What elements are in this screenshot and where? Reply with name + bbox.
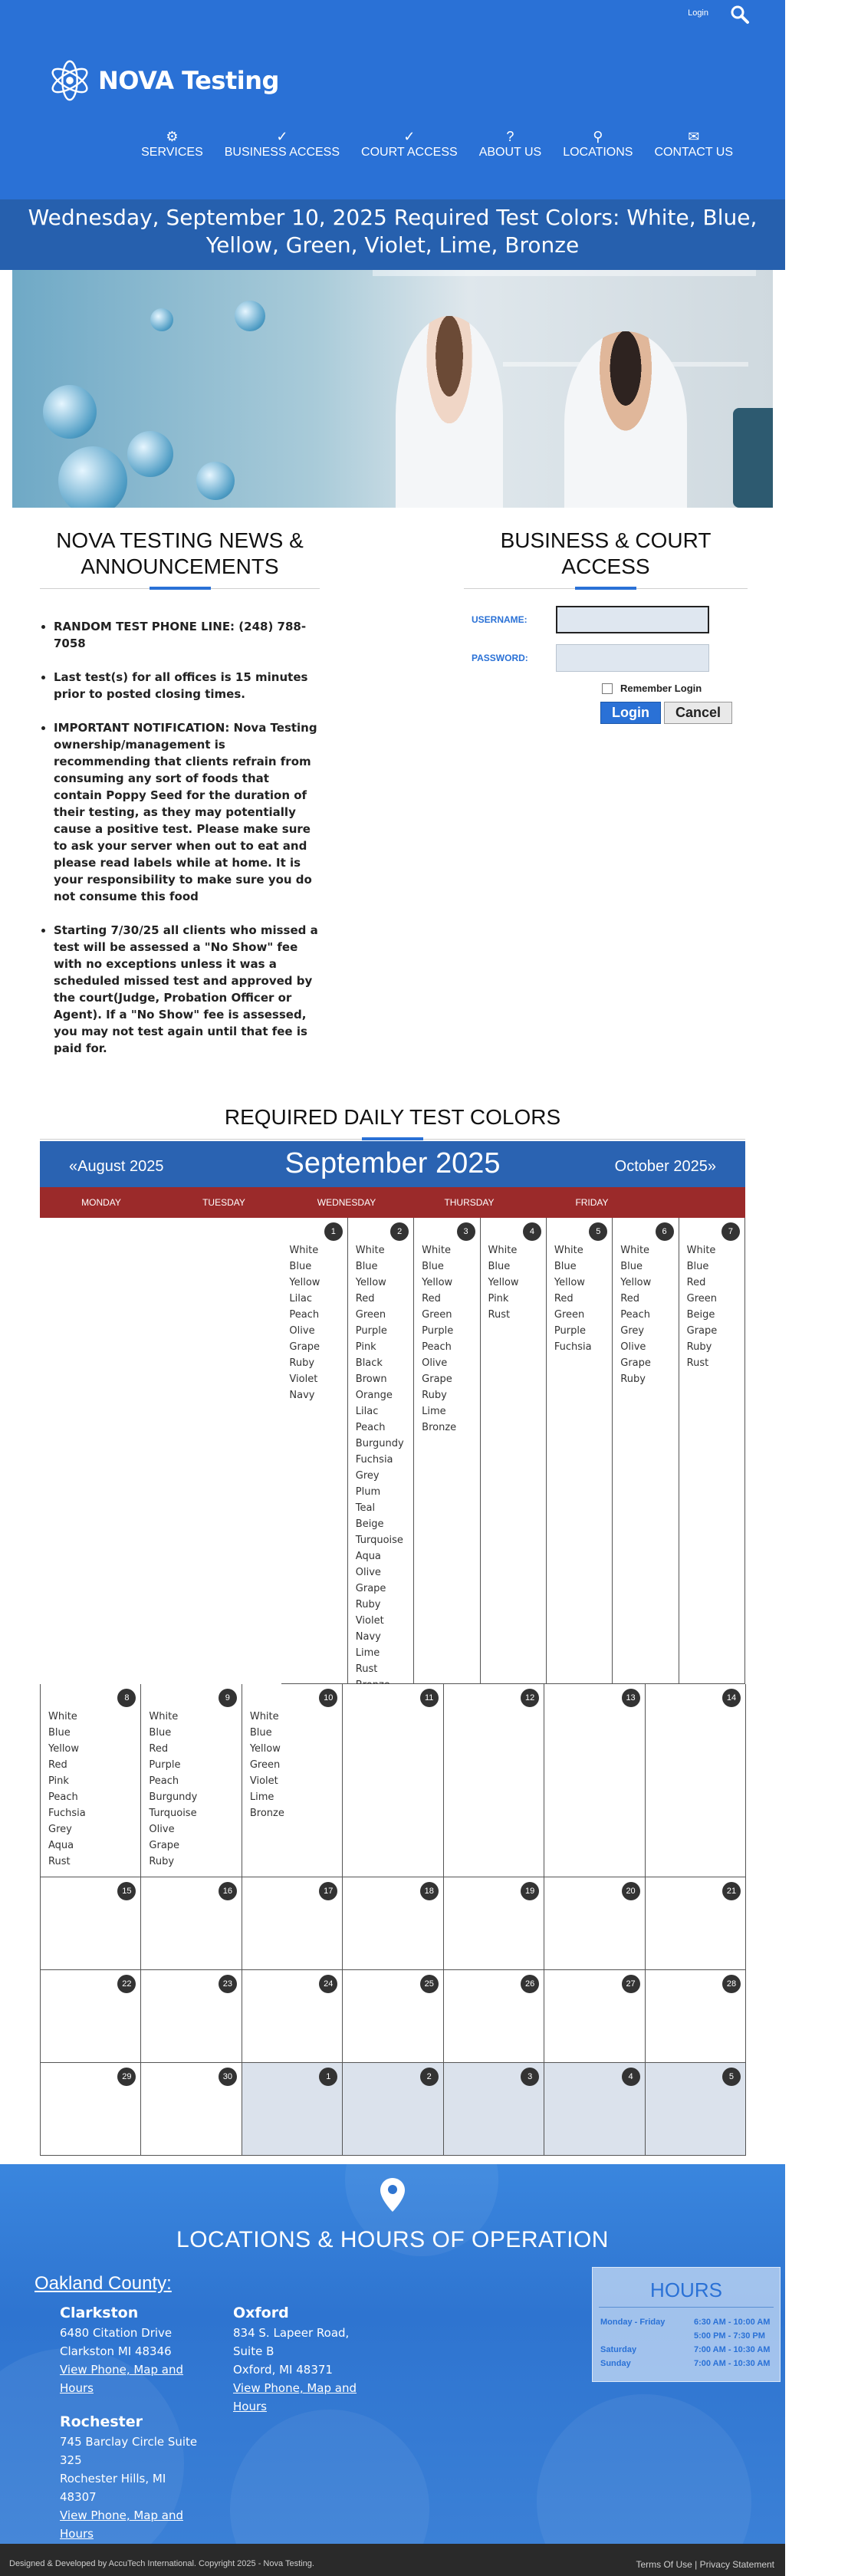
color-entry: Grape — [289, 1341, 320, 1353]
weekday-label: TUESDAY — [202, 1197, 245, 1208]
location-name: Clarkston — [60, 2305, 139, 2321]
calendar-day[interactable] — [343, 2063, 443, 2156]
color-entry: Red — [554, 1293, 574, 1304]
location-oxford — [233, 2302, 386, 2416]
location-name: Oxford — [233, 2305, 289, 2321]
color-entry: Violet — [289, 1374, 318, 1385]
calendar-day[interactable] — [281, 1218, 347, 1684]
hours-row — [593, 2343, 780, 2357]
logo-text: NOVA Testing — [98, 66, 279, 95]
news-list — [40, 618, 320, 1057]
day-number: 21 — [722, 1882, 741, 1900]
access-section — [464, 528, 748, 724]
color-entry: Bronze — [422, 1422, 457, 1433]
double-chevron-right-icon: » — [707, 1158, 716, 1175]
color-entry: Turquoise — [355, 1535, 403, 1546]
calendar-day[interactable] — [444, 1970, 544, 2063]
calendar-day[interactable] — [544, 1684, 645, 1877]
nav-item-services[interactable] — [130, 127, 214, 160]
nav-item-court-access[interactable] — [350, 127, 468, 160]
calendar-day[interactable] — [141, 1970, 242, 2063]
color-entry: Rust — [686, 1357, 709, 1369]
day-number: 17 — [319, 1882, 337, 1900]
color-entry: Peach — [355, 1422, 386, 1433]
nav-item-locations[interactable] — [552, 127, 643, 160]
day-color-list — [250, 1709, 284, 1821]
color-entry: Burgundy — [355, 1438, 404, 1449]
remember-label: Remember Login — [620, 683, 702, 694]
hours-time: 7:00 AM - 10:30 AM — [694, 2345, 771, 2354]
hours-time: 6:30 AM - 10:00 AM — [694, 2318, 771, 2327]
day-number: 1 — [324, 1222, 343, 1241]
hours-box — [592, 2267, 781, 2382]
calendar-day[interactable] — [646, 1877, 746, 1970]
calendar-week — [40, 1970, 745, 2063]
calendar-day[interactable] — [679, 1218, 745, 1684]
calendar-header — [40, 1141, 745, 1187]
map-pin-icon: ⚲ — [593, 129, 603, 144]
color-entry: Pink — [355, 1341, 376, 1353]
credit-text: Designed & Developed by AccuTech International. Copyright 2025 - Nova Testing. — [9, 2559, 314, 2568]
calendar-day[interactable] — [242, 1970, 343, 2063]
calendar-day[interactable] — [141, 2063, 242, 2156]
day-number: 9 — [219, 1689, 237, 1707]
day-number: 5 — [722, 2068, 741, 2086]
main-nav — [130, 127, 744, 160]
header — [0, 29, 785, 199]
color-entry: Navy — [355, 1631, 381, 1643]
locations-title: LOCATIONS & HOURS OF OPERATION — [176, 2227, 609, 2252]
calendar-day[interactable] — [348, 1218, 414, 1684]
color-entry: Blue — [48, 1727, 71, 1739]
day-number: 4 — [523, 1222, 541, 1241]
news-item: • IMPORTANT NOTIFICATION: Nova Testing ownership/management is recommending that clients refrain from consuming any sort of foods that contain Poppy Seed for the duration of their testing, as they may potentially cause a positive test. Please make sure to ask your server when out to eat and please read labels while at home. It is your responsibility to make sure you do not consume this food — [54, 719, 320, 905]
color-entry: Fuchsia — [554, 1341, 592, 1353]
calendar-week — [40, 1684, 745, 1877]
day-number: 5 — [589, 1222, 607, 1241]
color-entry: Purple — [422, 1325, 454, 1337]
day-number: 23 — [219, 1975, 237, 1993]
color-entry: White — [554, 1245, 583, 1256]
calendar-day — [40, 1218, 161, 1684]
calendar-week — [40, 1877, 745, 1970]
color-entry: Ruby — [355, 1599, 381, 1610]
news-item: • Last test(s) for all offices is 15 minutes prior to posted closing times. — [54, 669, 320, 702]
color-entry: White — [48, 1711, 77, 1722]
location-address-line: Rochester Hills, MI — [60, 2472, 166, 2486]
day-number: 15 — [117, 1882, 136, 1900]
color-entry: Yellow — [422, 1277, 453, 1288]
calendar-day[interactable] — [242, 1684, 343, 1877]
current-month: September 2025 — [284, 1147, 501, 1179]
news-item: • Starting 7/30/25 all clients who missed a test will be assessed a "No Show" fee with no exceptions unless it was a scheduled missed test and approved by the court(Judge, Probation Officer or Agent). If a "No Show" fee is assessed, you may not test again until that fee is paid for. — [54, 922, 320, 1057]
calendar-day[interactable] — [343, 1877, 443, 1970]
color-entry: Brown — [355, 1374, 387, 1385]
day-number: 16 — [219, 1882, 237, 1900]
color-entry: Green — [422, 1309, 452, 1321]
hours-row — [593, 2315, 780, 2329]
calendar-day[interactable] — [547, 1218, 613, 1684]
bottom-bar — [0, 2544, 785, 2576]
location-name: Rochester — [60, 2413, 143, 2430]
color-entry: Green — [686, 1293, 717, 1304]
day-number: 22 — [117, 1975, 136, 1993]
search-icon[interactable] — [730, 5, 750, 25]
terms-link[interactable]: Terms Of Use — [636, 2559, 692, 2570]
calendar-day — [161, 1218, 282, 1684]
weekday-label: THURSDAY — [444, 1197, 495, 1208]
next-month-link[interactable]: October 2025» — [614, 1158, 716, 1175]
calendar-day[interactable] — [444, 2063, 544, 2156]
color-entry: Aqua — [355, 1551, 381, 1562]
cancel-button[interactable]: Cancel — [664, 702, 732, 724]
color-entry: Red — [48, 1759, 67, 1771]
color-entry: Grape — [620, 1357, 651, 1369]
color-entry: Teal — [355, 1502, 376, 1514]
color-entry: Orange — [355, 1390, 393, 1401]
color-entry: Yellow — [48, 1743, 80, 1755]
color-entry: Violet — [249, 1775, 278, 1787]
color-entry: Green — [249, 1759, 281, 1771]
day-number: 29 — [117, 2068, 136, 2086]
weekday-header — [40, 1187, 745, 1218]
color-entry: White — [488, 1245, 518, 1256]
color-entry: Blue — [249, 1727, 272, 1739]
day-number: 2 — [390, 1222, 409, 1241]
daily-colors-banner: Wednesday, September 10, 2025 Required Test Colors: White, Blue, Yellow, Green, Violet, Lime, Bronze — [0, 199, 785, 270]
color-entry: Plum — [355, 1486, 381, 1498]
news-section — [40, 528, 320, 1074]
calendar-day[interactable] — [242, 2063, 343, 2156]
hours-title: HOURS — [650, 2278, 722, 2301]
color-entry: Ruby — [289, 1357, 315, 1369]
news-title: NOVA TESTING NEWS & ANNOUNCEMENTS — [56, 528, 304, 578]
color-entry: Black — [355, 1357, 383, 1369]
calendar-day[interactable] — [646, 1970, 746, 2063]
main-content — [0, 508, 785, 1091]
color-entry: Lime — [249, 1791, 274, 1803]
color-entry: Aqua — [48, 1840, 74, 1851]
nav-item-label: ABOUT US — [478, 146, 542, 159]
day-color-list — [554, 1242, 592, 1355]
color-entry: Ruby — [149, 1856, 175, 1867]
color-entry: Yellow — [488, 1277, 519, 1288]
color-entry: Olive — [289, 1325, 315, 1337]
color-entry: Peach — [422, 1341, 452, 1353]
color-entry: Yellow — [249, 1743, 281, 1755]
weekday-label: FRIDAY — [575, 1197, 609, 1208]
color-entry: Olive — [355, 1567, 381, 1578]
color-entry: Fuchsia — [48, 1808, 86, 1819]
calendar-day[interactable] — [41, 1877, 141, 1970]
day-number: 18 — [420, 1882, 439, 1900]
color-entry: White — [249, 1711, 279, 1722]
day-color-list — [620, 1242, 651, 1387]
map-pin-icon — [380, 2178, 405, 2212]
location-clarkston — [60, 2302, 213, 2397]
color-entry: Peach — [149, 1775, 179, 1787]
calendar-day[interactable] — [141, 1684, 242, 1877]
day-number: 6 — [656, 1222, 674, 1241]
gears-icon: ⚙ — [166, 129, 179, 144]
hours-row — [593, 2357, 780, 2370]
color-entry: White — [289, 1245, 319, 1256]
color-entry: Rust — [355, 1663, 378, 1675]
remember-checkbox[interactable] — [602, 683, 613, 694]
username-label: USERNAME: — [472, 614, 528, 625]
color-entry: Violet — [355, 1615, 384, 1627]
remember-login[interactable] — [602, 683, 748, 694]
color-entry: Yellow — [554, 1277, 585, 1288]
calendar-day[interactable] — [544, 1877, 645, 1970]
day-number: 3 — [457, 1222, 475, 1241]
color-entry: Lime — [355, 1647, 380, 1659]
color-entry: White — [149, 1711, 179, 1722]
color-entry: Peach — [620, 1309, 650, 1321]
calendar-day[interactable] — [41, 2063, 141, 2156]
day-number: 3 — [521, 2068, 539, 2086]
news-item: • RANDOM TEST PHONE LINE: (248) 788-7058 — [54, 618, 320, 652]
location-address-line: 6480 Citation Drive — [60, 2326, 173, 2340]
login-link[interactable]: Login — [688, 8, 708, 18]
color-entry: Fuchsia — [355, 1454, 393, 1466]
day-number: 4 — [622, 2068, 640, 2086]
color-entry: Blue — [422, 1261, 444, 1272]
hero-image — [12, 270, 773, 508]
password-label: PASSWORD: — [472, 653, 528, 663]
day-number: 7 — [721, 1222, 740, 1241]
password-input[interactable] — [556, 644, 709, 672]
hours-time: 5:00 PM - 7:30 PM — [694, 2331, 765, 2341]
check-circle-icon: ✓ — [276, 129, 288, 144]
view-map-link[interactable]: View Phone, Map and Hours — [233, 2381, 357, 2413]
color-entry: Blue — [488, 1261, 511, 1272]
color-entry: Grape — [422, 1374, 452, 1385]
color-entry: Pink — [488, 1293, 509, 1304]
day-color-list — [289, 1242, 320, 1403]
calendar-day[interactable] — [481, 1218, 547, 1684]
hours-day — [600, 2329, 694, 2343]
atom-logo-icon — [48, 58, 92, 103]
color-entry: Blue — [554, 1261, 577, 1272]
day-number: 13 — [622, 1689, 640, 1707]
nav-item-label: SERVICES — [141, 146, 203, 159]
calendar-grid — [40, 1218, 745, 2156]
calendar-day[interactable] — [646, 2063, 746, 2156]
view-map-link[interactable]: View Phone, Map and Hours — [60, 2363, 184, 2395]
color-entry: Purple — [355, 1325, 387, 1337]
calendar-day[interactable] — [141, 1877, 242, 1970]
login-button[interactable]: Login — [600, 702, 661, 724]
color-entry: Red — [620, 1293, 639, 1304]
color-entry: Ruby — [620, 1374, 646, 1385]
day-number: 30 — [219, 2068, 237, 2086]
calendar-day[interactable] — [343, 1970, 443, 2063]
color-entry: Yellow — [355, 1277, 386, 1288]
color-entry: White — [686, 1245, 716, 1256]
color-entry: Navy — [289, 1390, 315, 1401]
color-entry: Grey — [48, 1824, 72, 1835]
footer — [0, 2164, 785, 2544]
location-address-line: 325 — [60, 2453, 82, 2467]
view-map-link[interactable]: View Phone, Map and Hours — [60, 2509, 184, 2541]
privacy-link[interactable]: Privacy Statement — [699, 2559, 774, 2570]
color-entry: Green — [554, 1309, 585, 1321]
calendar-day[interactable] — [414, 1218, 480, 1684]
day-number: 1 — [319, 2068, 337, 2086]
day-number: 11 — [420, 1689, 439, 1707]
day-number: 12 — [521, 1689, 539, 1707]
color-entry: Green — [355, 1309, 386, 1321]
nav-item-business-access[interactable] — [214, 127, 350, 160]
nav-item-label: BUSINESS ACCESS — [224, 146, 340, 159]
color-entry: Blue — [620, 1261, 643, 1272]
nav-item-label: COURT ACCESS — [361, 146, 458, 159]
color-entry: Yellow — [620, 1277, 652, 1288]
color-entry: Ruby — [686, 1341, 712, 1353]
double-chevron-left-icon: « — [69, 1158, 78, 1175]
color-entry: Grape — [149, 1840, 180, 1851]
calendar-day[interactable] — [41, 1970, 141, 2063]
color-entry: Purple — [554, 1325, 586, 1337]
day-number: 24 — [319, 1975, 337, 1993]
color-entry: Peach — [48, 1791, 78, 1803]
username-input[interactable] — [556, 606, 709, 633]
color-entry: Lilac — [289, 1293, 313, 1304]
color-entry: White — [355, 1245, 385, 1256]
day-color-list — [149, 1709, 197, 1870]
nav-item-contact-us[interactable] — [643, 127, 744, 160]
calendar-week — [40, 2063, 745, 2156]
prev-month-link[interactable]: «August 2025 — [69, 1158, 164, 1175]
check-circle-icon: ✓ — [403, 129, 416, 144]
calendar-day[interactable] — [242, 1877, 343, 1970]
color-entry: Beige — [686, 1309, 715, 1321]
calendar-section-title: REQUIRED DAILY TEST COLORS — [224, 1105, 561, 1129]
calendar-day[interactable] — [444, 1877, 544, 1970]
day-number: 10 — [319, 1689, 337, 1707]
weekday-label: WEDNESDAY — [317, 1197, 376, 1208]
day-color-list — [422, 1242, 456, 1436]
color-entry: Peach — [289, 1309, 320, 1321]
color-entry: White — [422, 1245, 451, 1256]
chat-bubbles-icon: ✉ — [688, 129, 700, 144]
color-entry: Beige — [355, 1518, 384, 1530]
day-number: 26 — [521, 1975, 539, 1993]
hours-time: 7:00 AM - 10:30 AM — [694, 2359, 771, 2368]
calendar — [40, 1141, 745, 2156]
question-icon: ? — [506, 129, 514, 144]
color-entry: Grey — [620, 1325, 645, 1337]
day-number: 27 — [622, 1975, 640, 1993]
day-number: 28 — [722, 1975, 741, 1993]
day-number: 25 — [420, 1975, 439, 1993]
hours-day: Saturday — [600, 2345, 637, 2354]
hours-day: Monday - Friday — [600, 2318, 666, 2327]
color-entry: Grey — [355, 1470, 380, 1482]
nav-item-label: LOCATIONS — [563, 146, 633, 159]
location-address-line: Oxford, MI 48371 — [233, 2363, 333, 2377]
color-entry: Ruby — [422, 1390, 447, 1401]
weekday-label: MONDAY — [81, 1197, 121, 1208]
day-number: 19 — [521, 1882, 539, 1900]
color-entry: Blue — [149, 1727, 172, 1739]
color-entry: Yellow — [289, 1277, 320, 1288]
color-entry: Olive — [149, 1824, 175, 1835]
color-entry: Olive — [422, 1357, 448, 1369]
location-rochester — [60, 2411, 213, 2543]
location-address-line: 48307 — [60, 2490, 97, 2504]
color-entry: Turquoise — [149, 1808, 197, 1819]
color-entry: Blue — [289, 1261, 312, 1272]
nav-item-about-us[interactable] — [468, 127, 553, 160]
color-entry: Burgundy — [149, 1791, 198, 1803]
calendar-day[interactable] — [544, 2063, 645, 2156]
color-entry: Olive — [620, 1341, 646, 1353]
calendar-day[interactable] — [646, 1684, 746, 1877]
color-entry: Red — [355, 1293, 375, 1304]
logo[interactable] — [48, 58, 279, 103]
day-color-list — [687, 1242, 718, 1371]
color-entry: Lime — [422, 1406, 446, 1417]
color-entry: Bronze — [249, 1808, 284, 1819]
calendar-day[interactable] — [544, 1970, 645, 2063]
calendar-day[interactable] — [343, 1684, 443, 1877]
day-number: 14 — [722, 1689, 741, 1707]
calendar-day[interactable] — [41, 1684, 141, 1877]
hours-day: Sunday — [600, 2359, 631, 2368]
location-address-line: Suite B — [233, 2344, 274, 2358]
link-separator: | — [695, 2559, 698, 2570]
access-title: BUSINESS & COURT ACCESS — [500, 528, 712, 578]
color-entry: White — [620, 1245, 650, 1256]
color-entry: Pink — [48, 1775, 69, 1787]
day-number: 8 — [117, 1689, 136, 1707]
day-color-list — [356, 1242, 404, 1693]
color-entry: Blue — [355, 1261, 378, 1272]
top-bar — [0, 0, 785, 29]
location-address-line: 834 S. Lapeer Road, — [233, 2326, 350, 2340]
day-color-list — [488, 1242, 519, 1323]
day-number: 20 — [622, 1882, 640, 1900]
color-entry: Red — [422, 1293, 441, 1304]
calendar-day[interactable] — [613, 1218, 679, 1684]
calendar-section — [0, 1091, 785, 2137]
nav-item-label: CONTACT US — [654, 146, 733, 159]
color-entry: Red — [686, 1277, 706, 1288]
calendar-day[interactable] — [444, 1684, 544, 1877]
hours-row — [593, 2329, 780, 2343]
color-entry: Blue — [686, 1261, 709, 1272]
calendar-week — [40, 1218, 745, 1684]
color-entry: Rust — [48, 1856, 71, 1867]
color-entry: Red — [149, 1743, 169, 1755]
color-entry: Purple — [149, 1759, 181, 1771]
color-entry: Rust — [488, 1309, 511, 1321]
county-link[interactable]: Oakland County: — [35, 2273, 172, 2294]
location-address-line: 745 Barclay Circle Suite — [60, 2435, 198, 2449]
color-entry: Grape — [686, 1325, 718, 1337]
day-number: 2 — [420, 2068, 439, 2086]
day-color-list — [48, 1709, 86, 1870]
color-entry: Lilac — [355, 1406, 379, 1417]
color-entry: Grape — [355, 1583, 386, 1594]
location-address-line: Clarkston MI 48346 — [60, 2344, 172, 2358]
